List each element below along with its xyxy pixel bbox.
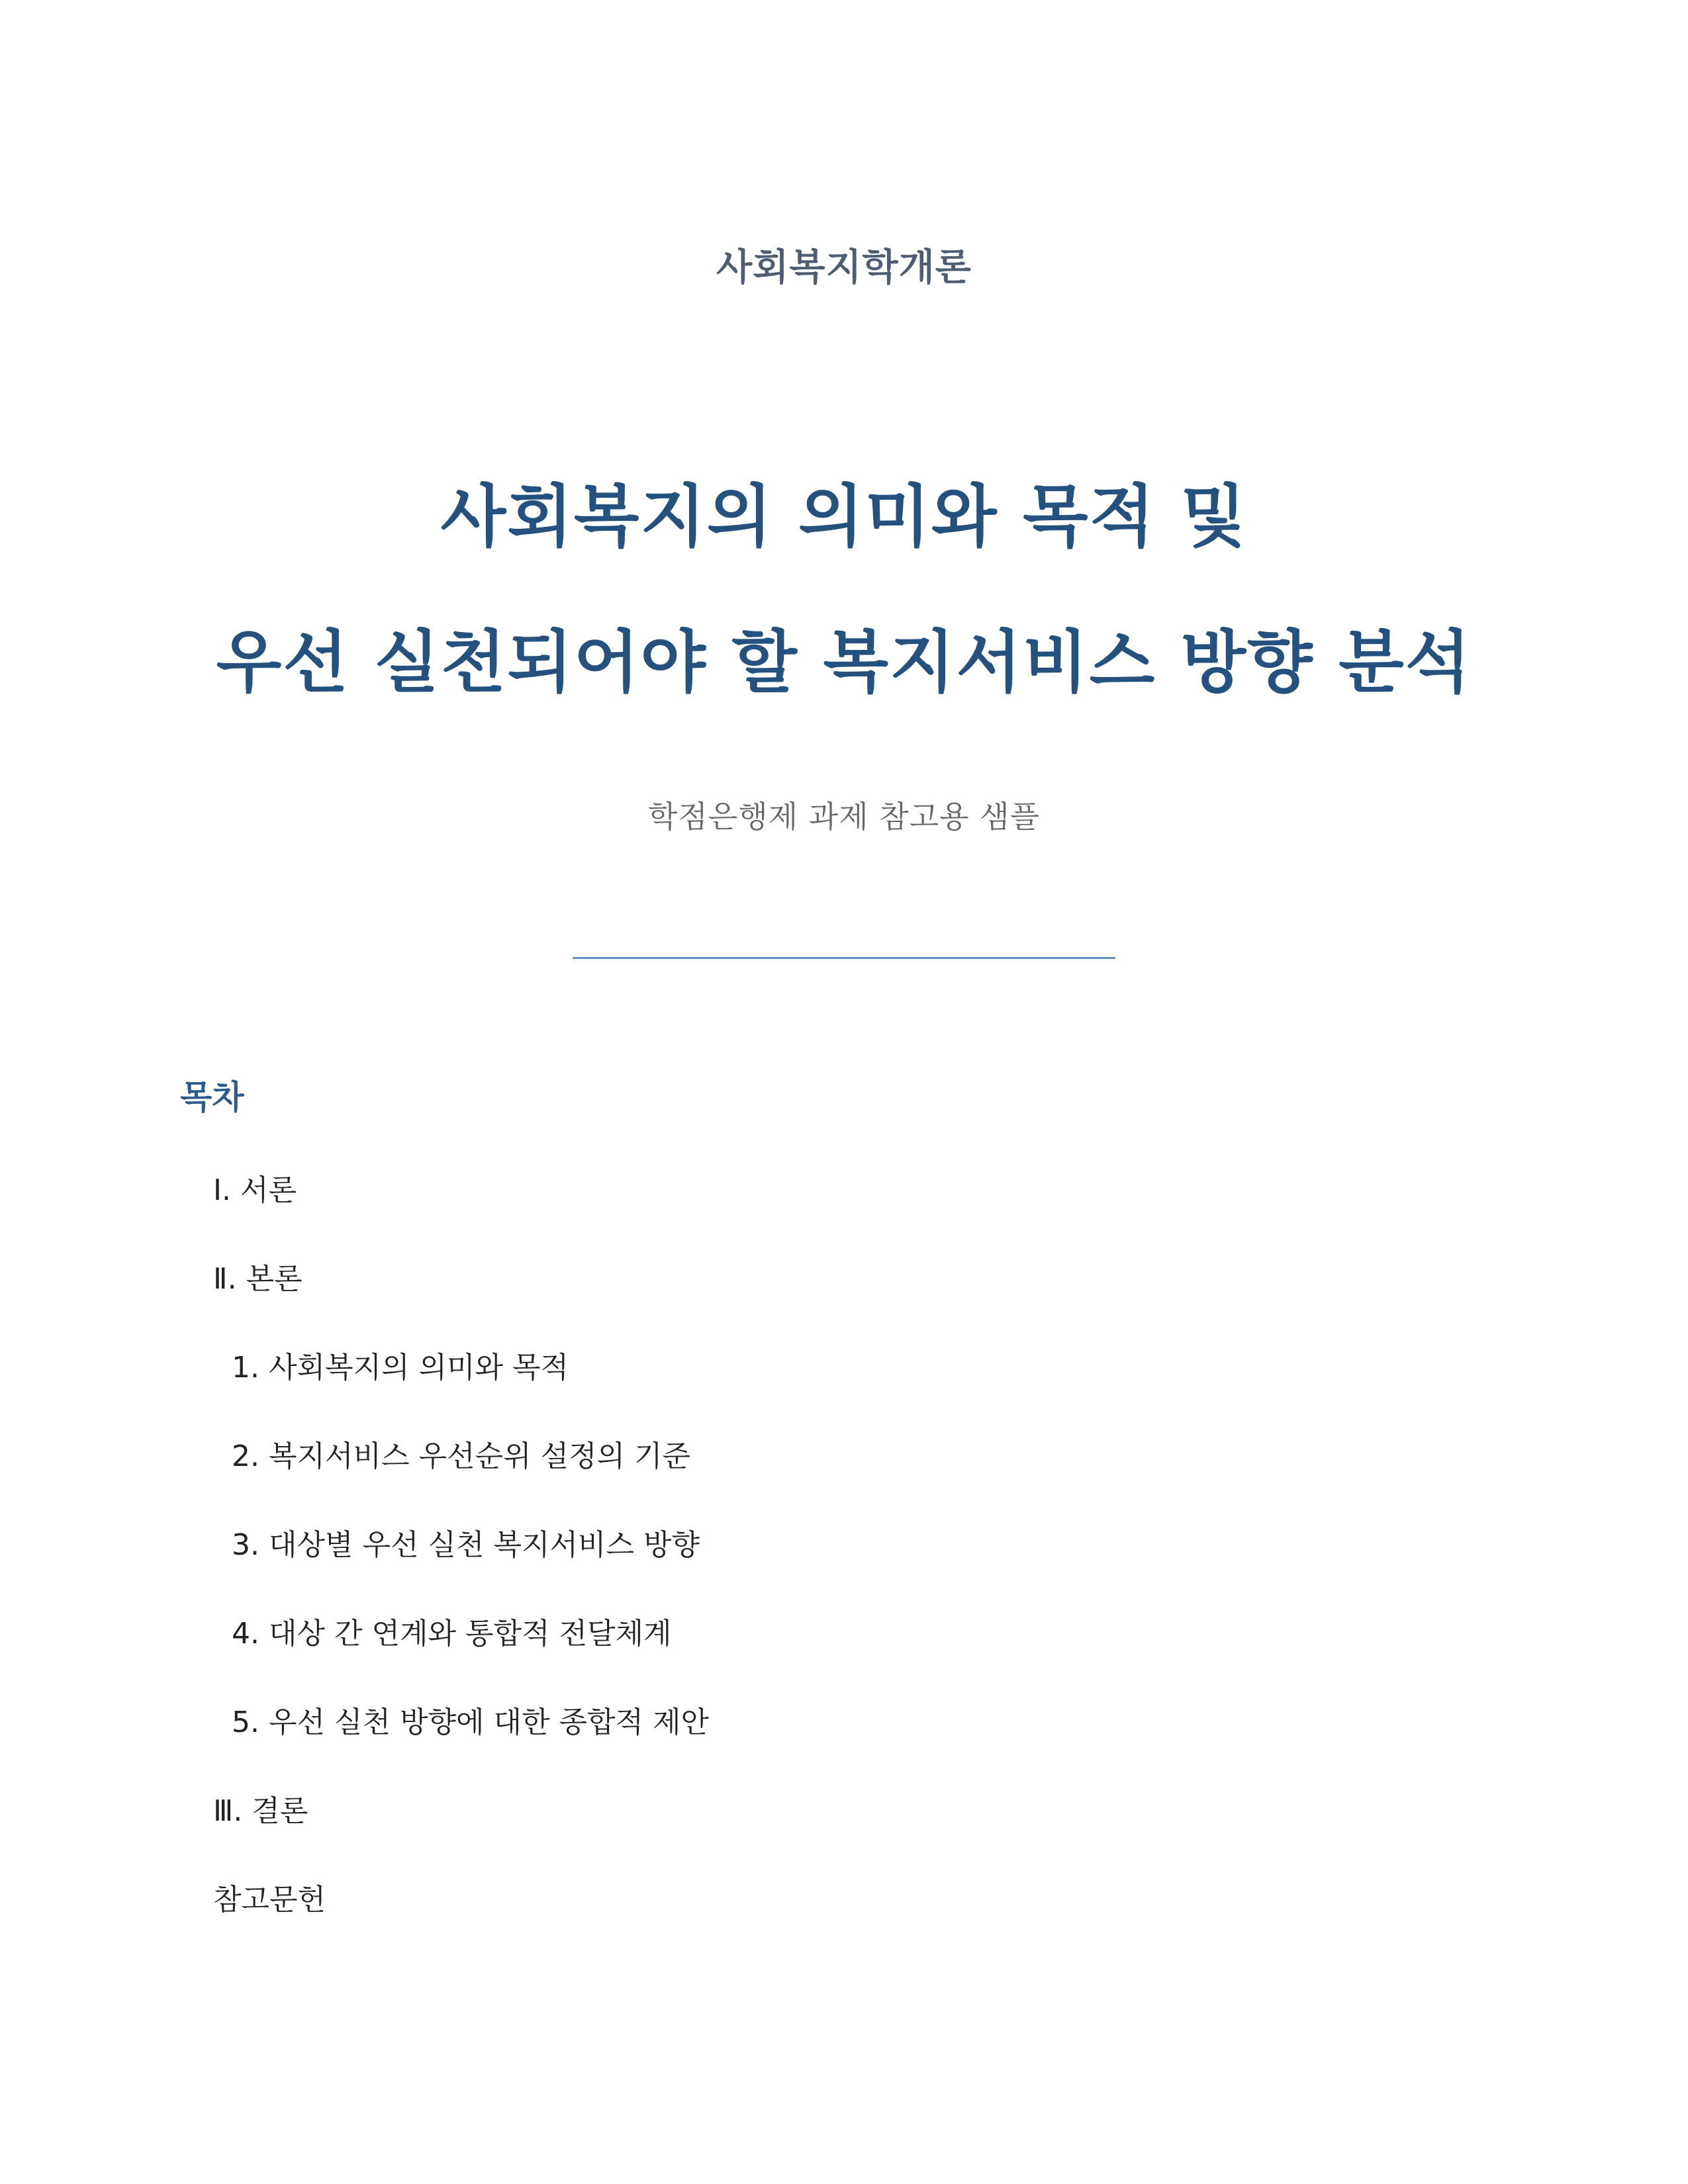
course-name: 사회복지학개론	[716, 246, 972, 289]
toc-item-body-1: 1. 사회복지의 의미와 목적	[232, 1351, 569, 1385]
toc-item-body-2: 2. 복지서비스 우선순위 설정의 기준	[232, 1439, 690, 1473]
title-divider	[573, 957, 1115, 959]
toc-item-conclusion: Ⅲ. 결론	[213, 1794, 308, 1828]
title-line-2: 우선 실천되어야 할 복지서비스 방향 분석	[216, 623, 1472, 702]
toc-item-body: Ⅱ. 본론	[213, 1262, 303, 1296]
toc-item-body-3: 3. 대상별 우선 실천 복지서비스 방향	[232, 1528, 700, 1562]
toc-item-body-4: 4. 대상 간 연계와 통합적 전달체계	[232, 1617, 672, 1651]
toc-item-body-5: 5. 우선 실천 방향에 대한 종합적 제안	[232, 1706, 709, 1739]
subtitle: 학점은행제 과제 참고용 샘플	[647, 799, 1041, 835]
title-line-1: 사회복지의 의미와 목적 및	[440, 478, 1248, 557]
toc-item-introduction: Ⅰ. 서론	[213, 1173, 297, 1207]
toc-heading: 목차	[180, 1078, 244, 1116]
toc-item-references: 참고문헌	[213, 1883, 326, 1917]
